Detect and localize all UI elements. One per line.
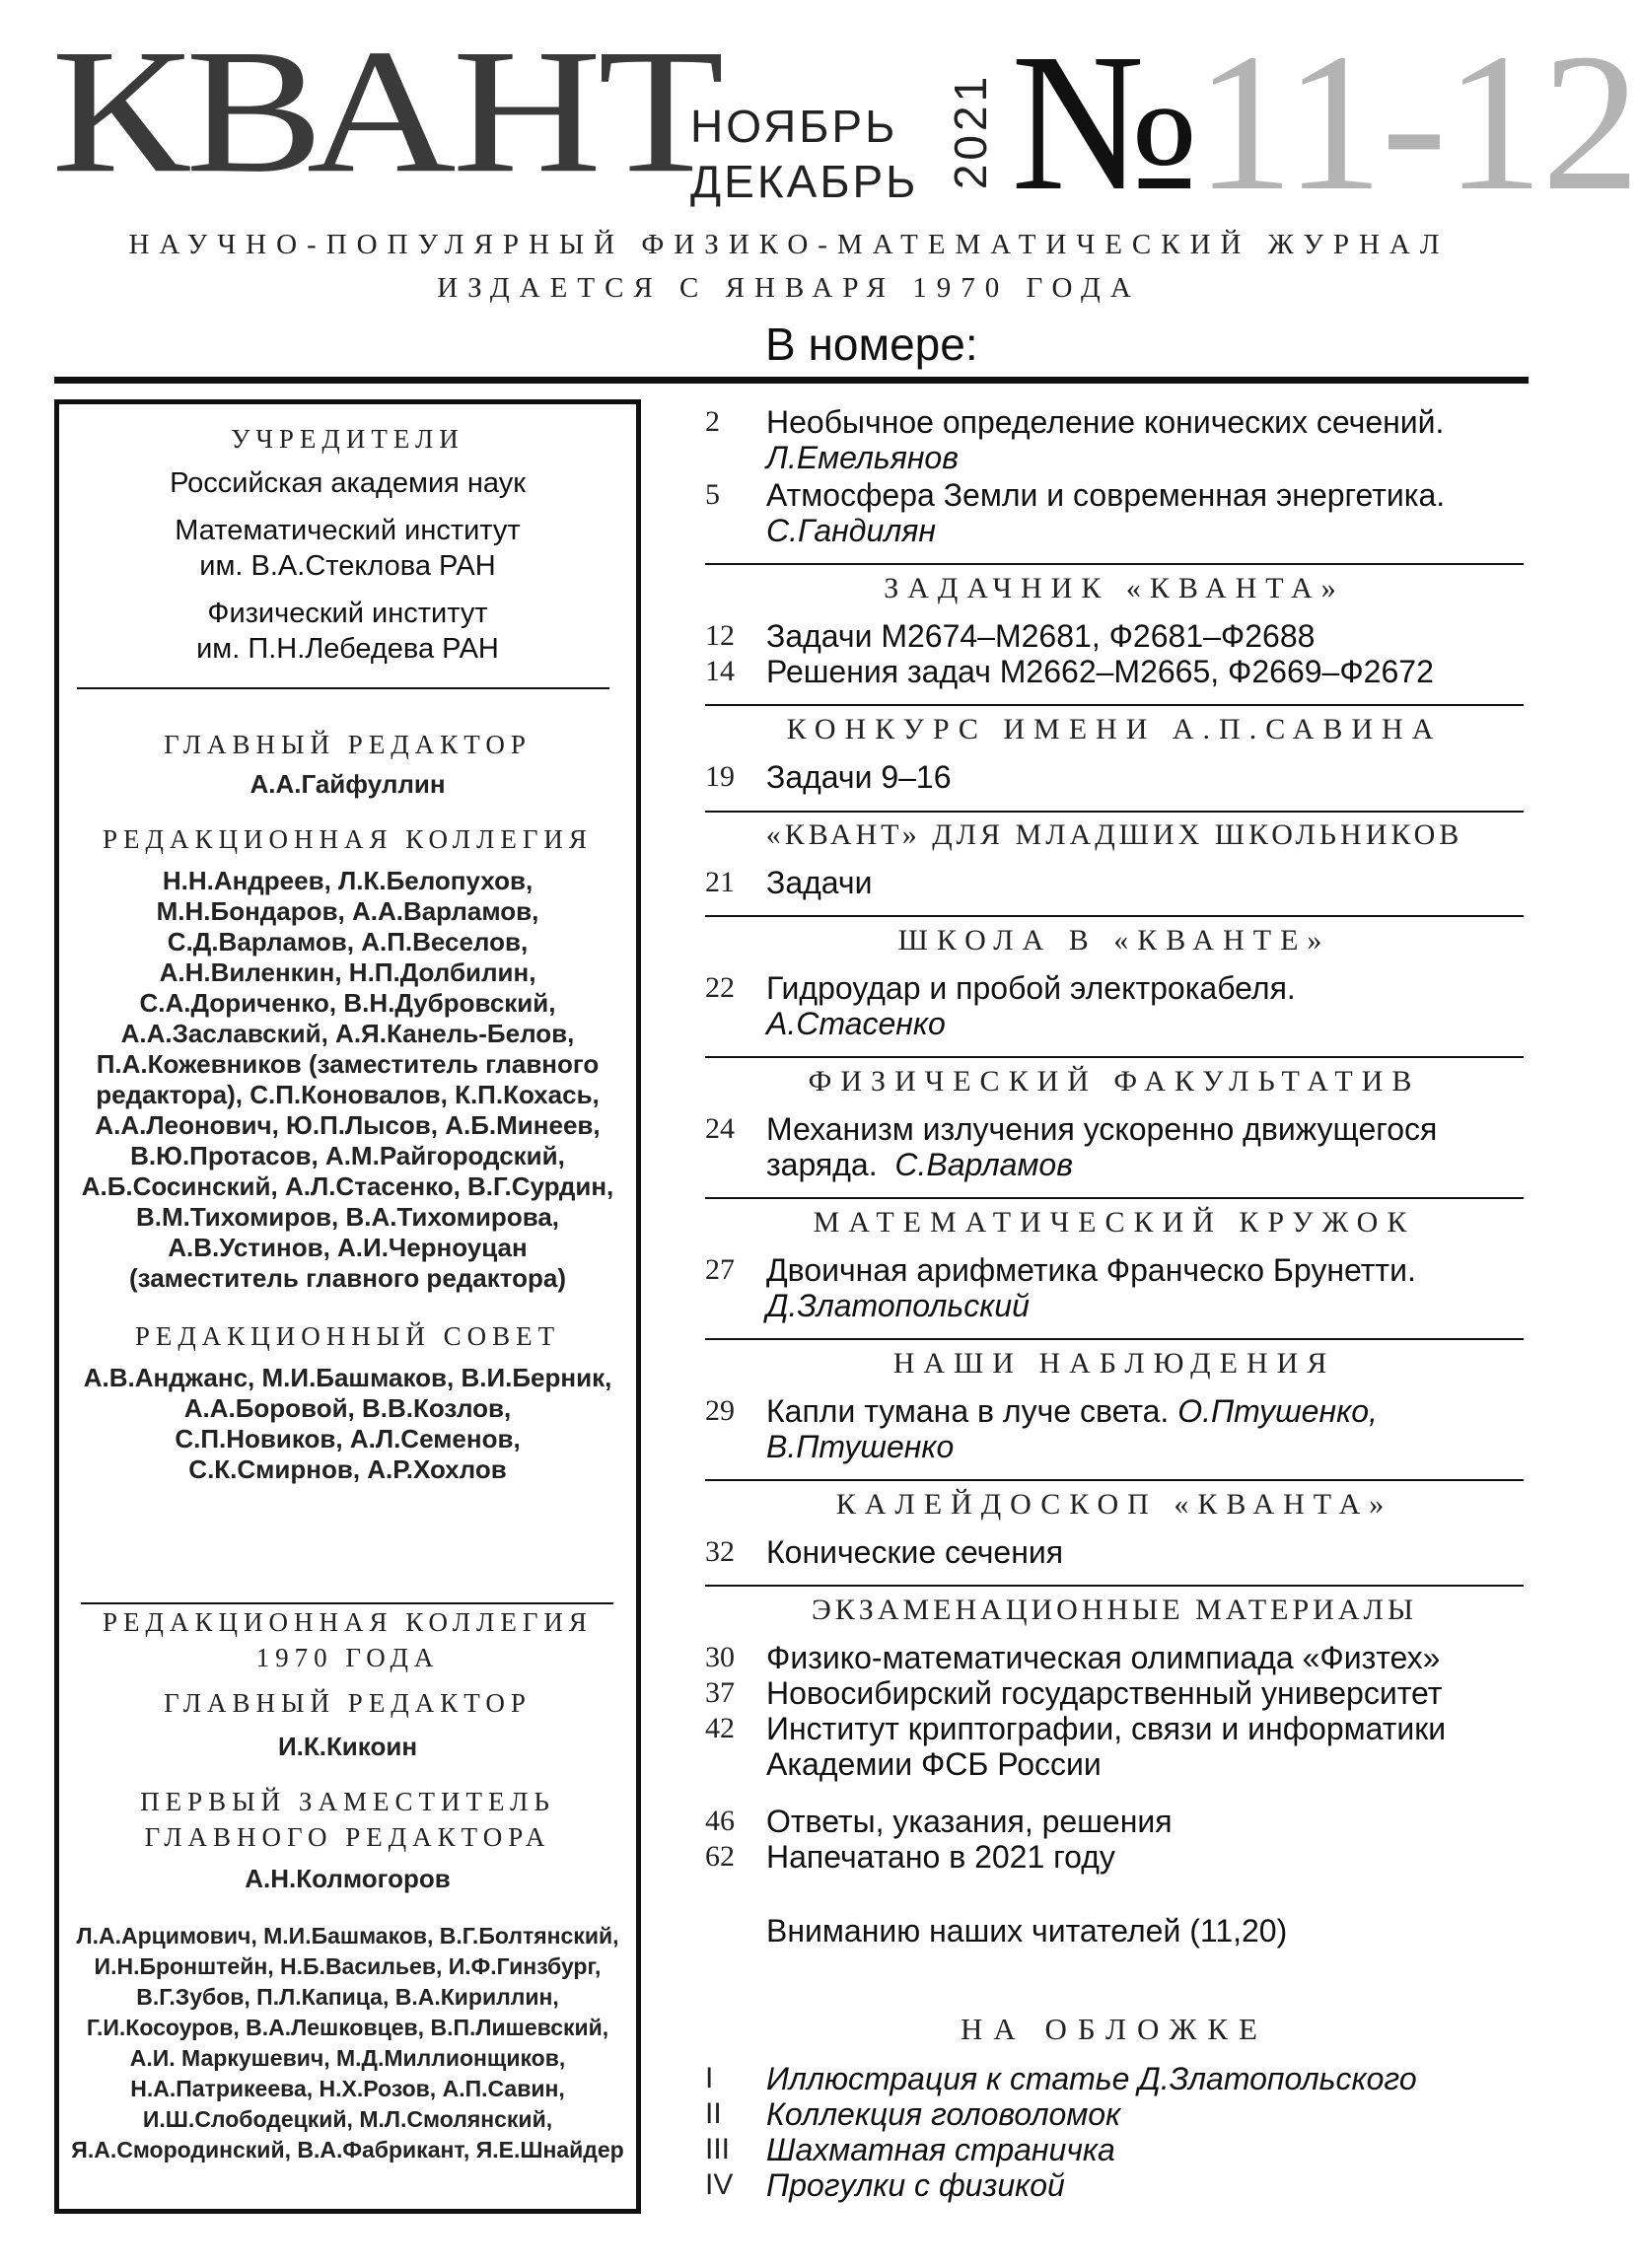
entry-title: Новосибирский государственный университет <box>766 1675 1443 1711</box>
entry-text <box>766 970 1296 1041</box>
toc-entry[interactable] <box>705 1393 1533 1464</box>
section-divider <box>705 1585 1524 1587</box>
section-heading: ЗАДАЧНИК «КВАНТА» <box>884 572 1345 604</box>
page-number: 42 <box>705 1712 735 1744</box>
board-line: (заместитель главного редактора) <box>128 1263 567 1293</box>
entry-author-2: В.Птушенко <box>766 1429 955 1464</box>
page-number: 22 <box>705 971 735 1004</box>
board-line: Н.Н.Андреев, Л.К.Белопухов, <box>162 866 534 895</box>
council-line: А.В.Анджанс, М.И.Башмаков, В.И.Берник, <box>83 1363 612 1392</box>
cover-title: Коллекция головоломок <box>766 2096 1121 2132</box>
chief-editor: А.А.Гайфуллин <box>249 769 446 799</box>
entry-title-2: Академии ФСБ России <box>766 1746 1102 1782</box>
entry-title: Механизм излучения ускоренно движущегося <box>766 1111 1438 1147</box>
entry-author: С.Варламов <box>894 1147 1073 1182</box>
cover-item[interactable] <box>705 2132 1533 2167</box>
entry-author: О.Птушенко, <box>1177 1393 1378 1429</box>
entry-title: Капли тумана в луче света. <box>766 1393 1170 1429</box>
page-number: 24 <box>705 1112 735 1145</box>
board-line: А.А.Заславский, А.Я.Канель-Белов, <box>120 1019 575 1048</box>
issue-number: 11-12 <box>1195 14 1638 232</box>
section-divider <box>705 563 1524 565</box>
section-heading: «КВАНТ» ДЛЯ МЛАДШИХ ШКОЛЬНИКОВ <box>765 818 1463 851</box>
founder-lebedev-1: Физический институт <box>207 598 488 629</box>
section-heading: НАШИ НАБЛЮДЕНИЯ <box>892 1347 1336 1380</box>
page-number: 2 <box>705 405 720 438</box>
board-line: П.А.Кожевников (заместитель главного <box>96 1049 600 1079</box>
board-line: М.Н.Бондаров, А.А.Варламов, <box>156 896 539 926</box>
entry-text <box>766 404 1444 475</box>
toc-entry[interactable] <box>705 1640 1533 1675</box>
entry-title-line <box>766 1393 1378 1429</box>
chief1970-heading: ГЛАВНЫЙ РЕДАКТОР <box>164 1688 532 1718</box>
cover-item[interactable] <box>705 2167 1533 2203</box>
entry-title: Конические сечения <box>766 1534 1064 1570</box>
editorial-box <box>54 399 641 2214</box>
toc-entry[interactable] <box>705 1711 1533 1782</box>
entry-title: Необычное определение конических сечений. <box>766 404 1445 440</box>
page-number: 5 <box>705 478 720 511</box>
board-line: А.Б.Сосинский, А.Л.Стасенко, В.Г.Сурдин, <box>81 1171 614 1201</box>
board-line: С.Д.Варламов, А.П.Веселов, <box>167 927 529 957</box>
issue-year <box>945 57 996 205</box>
page-number: 14 <box>705 655 735 687</box>
section-divider <box>705 811 1524 813</box>
cover-number: I <box>705 2062 714 2094</box>
member1970-line: Н.А.Патрикеева, Н.Х.Розов, А.П.Савин, <box>130 2076 565 2101</box>
page-number: 27 <box>705 1253 735 1286</box>
section-divider <box>705 1056 1524 1058</box>
entry-title: Решения задач М2662–М2665, Ф2669–Ф2672 <box>766 654 1434 689</box>
entry-text <box>766 1393 1378 1464</box>
entry-title: Ответы, указания, решения <box>766 1804 1173 1839</box>
cover-item[interactable] <box>705 2061 1533 2096</box>
board-line: С.А.Дориченко, В.Н.Дубровский, <box>139 988 556 1018</box>
entry-title: Напечатано в 2021 году <box>766 1839 1115 1875</box>
deputy-heading-1: ПЕРВЫЙ ЗАМЕСТИТЕЛЬ <box>140 1787 555 1816</box>
council-line: С.П.Новиков, А.Л.Семенов, <box>175 1424 521 1453</box>
top-divider <box>54 377 1529 384</box>
member1970-line: А.И. Маркушевич, М.Д.Миллионщиков, <box>129 2045 566 2071</box>
page-number: 62 <box>705 1840 735 1873</box>
board-line: В.М.Тихомиров, В.А.Тихомирова, <box>135 1202 560 1232</box>
toc-entry[interactable] <box>705 618 1533 654</box>
published-since: ИЗДАЕТСЯ С ЯНВАРЯ 1970 ГОДА <box>437 272 1141 304</box>
section-heading: ШКОЛА В «КВАНТЕ» <box>897 924 1331 957</box>
entry-author: Л.Емельянов <box>766 440 959 475</box>
board1970-heading: РЕДАКЦИОННАЯ КОЛЛЕГИЯ <box>103 1607 593 1637</box>
entry-title-cont <box>766 1147 1437 1182</box>
toc-entry[interactable] <box>705 1534 1533 1570</box>
deputy-heading-2: ГЛАВНОГО РЕДАКТОРА <box>144 1822 551 1852</box>
section-divider <box>705 915 1524 917</box>
deputy: А.Н.Колмогоров <box>245 1864 451 1893</box>
board1970-year: 1970 ГОДА <box>255 1643 440 1672</box>
member1970-line: Л.А.Арцимович, М.И.Башмаков, В.Г.Болтянский, <box>76 1923 619 1949</box>
notice-text: Вниманию наших читателей (11,20) <box>766 1913 1288 1949</box>
entry-text <box>766 1711 1446 1782</box>
entry-author: А.Стасенко <box>766 1006 946 1041</box>
month-december: ДЕКАБРЬ <box>690 156 919 207</box>
entry-title: Атмосфера Земли и современная энергетика. <box>766 477 1446 513</box>
cover-title: Иллюстрация к статье Д.Златопольского <box>766 2061 1417 2096</box>
toc-entry[interactable] <box>705 1252 1533 1323</box>
month-november: НОЯБРЬ <box>690 101 898 152</box>
founders-heading: УЧРЕДИТЕЛИ <box>231 424 464 454</box>
entry-author: С.Гандилян <box>766 513 936 548</box>
chief-editor-heading: ГЛАВНЫЙ РЕДАКТОР <box>164 730 532 759</box>
page-number: 12 <box>705 619 735 652</box>
section-heading: КОНКУРС ИМЕНИ А.П.САВИНА <box>786 713 1443 745</box>
in-issue-heading: В номере: <box>765 319 978 370</box>
section-heading: ФИЗИЧЕСКИЙ ФАКУЛЬТАТИВ <box>808 1065 1421 1098</box>
board-line: А.А.Леонович, Ю.П.Лысов, А.Б.Минеев, <box>95 1110 601 1140</box>
magazine-logo: КВАНТ <box>51 13 721 210</box>
page-number: 37 <box>705 1676 735 1709</box>
entry-title: Задачи <box>766 865 873 900</box>
member1970-line: И.Н.Бронштейн, Н.Б.Васильев, И.Ф.Гинзбург, <box>94 1953 602 1979</box>
toc-entry[interactable] <box>705 654 1533 689</box>
cover-item[interactable] <box>705 2096 1533 2132</box>
page-number: 30 <box>705 1641 735 1673</box>
entry-title: Задачи М2674–М2681, Ф2681–Ф2688 <box>766 618 1316 654</box>
board-members <box>59 866 636 1294</box>
board-line: В.Ю.Протасов, А.М.Райгородский, <box>130 1141 565 1170</box>
number-sign: № <box>1011 14 1199 232</box>
council-heading: РЕДАКЦИОННЫЙ СОВЕТ <box>134 1321 561 1351</box>
page-number: 46 <box>705 1805 735 1837</box>
founders-divider <box>77 687 609 689</box>
cover-title: Прогулки с физикой <box>766 2167 1065 2203</box>
board-line: А.В.Устинов, А.И.Черноуцан <box>168 1233 528 1262</box>
toc-entry[interactable] <box>705 477 1533 548</box>
council-line: А.А.Боровой, В.В.Козлов, <box>183 1393 512 1423</box>
members1970 <box>59 1921 636 2165</box>
founder-ras: Российская академия наук <box>170 467 526 499</box>
entry-title: Задачи 9–16 <box>766 759 952 795</box>
entry-text <box>766 1111 1437 1182</box>
board-line: редактора), С.П.Коновалов, К.П.Кохась, <box>96 1080 600 1109</box>
section-divider <box>705 704 1524 706</box>
founder-steklov-1: Математический институт <box>175 515 521 546</box>
cover-number: IV <box>705 2168 734 2201</box>
toc-entry[interactable] <box>705 759 1533 795</box>
toc-entry[interactable] <box>705 1839 1533 1875</box>
founder-lebedev-2: им. П.Н.Лебедева РАН <box>196 633 499 665</box>
board-heading: РЕДАКЦИОННАЯ КОЛЛЕГИЯ <box>103 824 593 854</box>
entry-title-2: заряда. <box>766 1147 878 1182</box>
member1970-line: Г.И.Косоуров, В.А.Лешковцев, В.П.Лишевский, <box>86 2015 609 2040</box>
toc-entry[interactable] <box>705 865 1533 900</box>
board-line: А.Н.Виленкин, Н.П.Долбилин, <box>159 957 536 987</box>
cover-number: III <box>705 2133 731 2165</box>
reader-notice[interactable] <box>705 1913 1533 1949</box>
section-heading: МАТЕМАТИЧЕСКИЙ КРУЖОК <box>813 1206 1416 1239</box>
member1970-line: Я.А.Смородинский, В.А.Фабрикант, Я.Е.Шнайдер <box>71 2137 624 2162</box>
section-divider <box>705 1479 1524 1481</box>
page-number: 19 <box>705 760 735 793</box>
member1970-line: И.Ш.Слободецкий, М.Л.Смолянский, <box>142 2106 553 2132</box>
cover-number: II <box>705 2097 722 2130</box>
issue-months <box>690 99 918 209</box>
toc-entry[interactable] <box>705 1111 1533 1182</box>
cover-title: Шахматная страничка <box>766 2132 1115 2167</box>
section-heading: ЭКЗАМЕНАЦИОННЫЕ МАТЕРИАЛЫ <box>811 1594 1418 1626</box>
entry-title: Двоичная арифметика Франческо Брунетти. <box>766 1252 1416 1288</box>
entry-title: Гидроудар и пробой электрокабеля. <box>766 970 1296 1006</box>
entry-title: Физико-математическая олимпиада «Физтех» <box>766 1640 1441 1675</box>
toc-entry[interactable] <box>705 970 1533 1041</box>
magazine-subtitle: НАУЧНО-ПОПУЛЯРНЫЙ ФИЗИКО-МАТЕМАТИЧЕСКИЙ ЖУРНАЛ <box>128 229 1450 260</box>
cover-heading: НА ОБЛОЖКЕ <box>961 2012 1268 2046</box>
section-heading: КАЛЕЙДОСКОП «КВАНТА» <box>835 1488 1393 1521</box>
page-number: 21 <box>705 866 735 898</box>
chief1970: И.К.Кикоин <box>277 1732 418 1761</box>
section-divider <box>705 1338 1524 1340</box>
member1970-line: В.Г.Зубов, П.Л.Капица, В.А.Кириллин, <box>136 1984 559 2010</box>
founder-steklov-2: им. В.А.Стеклова РАН <box>199 550 496 582</box>
issue-year-text: 2021 <box>945 72 996 190</box>
board1970-divider <box>81 1602 613 1604</box>
council-line: С.К.Смирнов, А.Р.Хохлов <box>188 1454 507 1484</box>
council-members <box>59 1363 636 1485</box>
toc-entry[interactable] <box>705 404 1533 475</box>
page-number: 29 <box>705 1394 735 1427</box>
entry-author: Д.Златопольский <box>766 1288 1030 1323</box>
page-number: 32 <box>705 1535 735 1568</box>
toc-entry[interactable] <box>705 1675 1533 1711</box>
entry-title: Институт криптографии, связи и информатики <box>766 1711 1447 1746</box>
entry-text <box>766 477 1445 548</box>
entry-text <box>766 1252 1416 1323</box>
toc-entry[interactable] <box>705 1804 1533 1839</box>
section-divider <box>705 1197 1524 1199</box>
